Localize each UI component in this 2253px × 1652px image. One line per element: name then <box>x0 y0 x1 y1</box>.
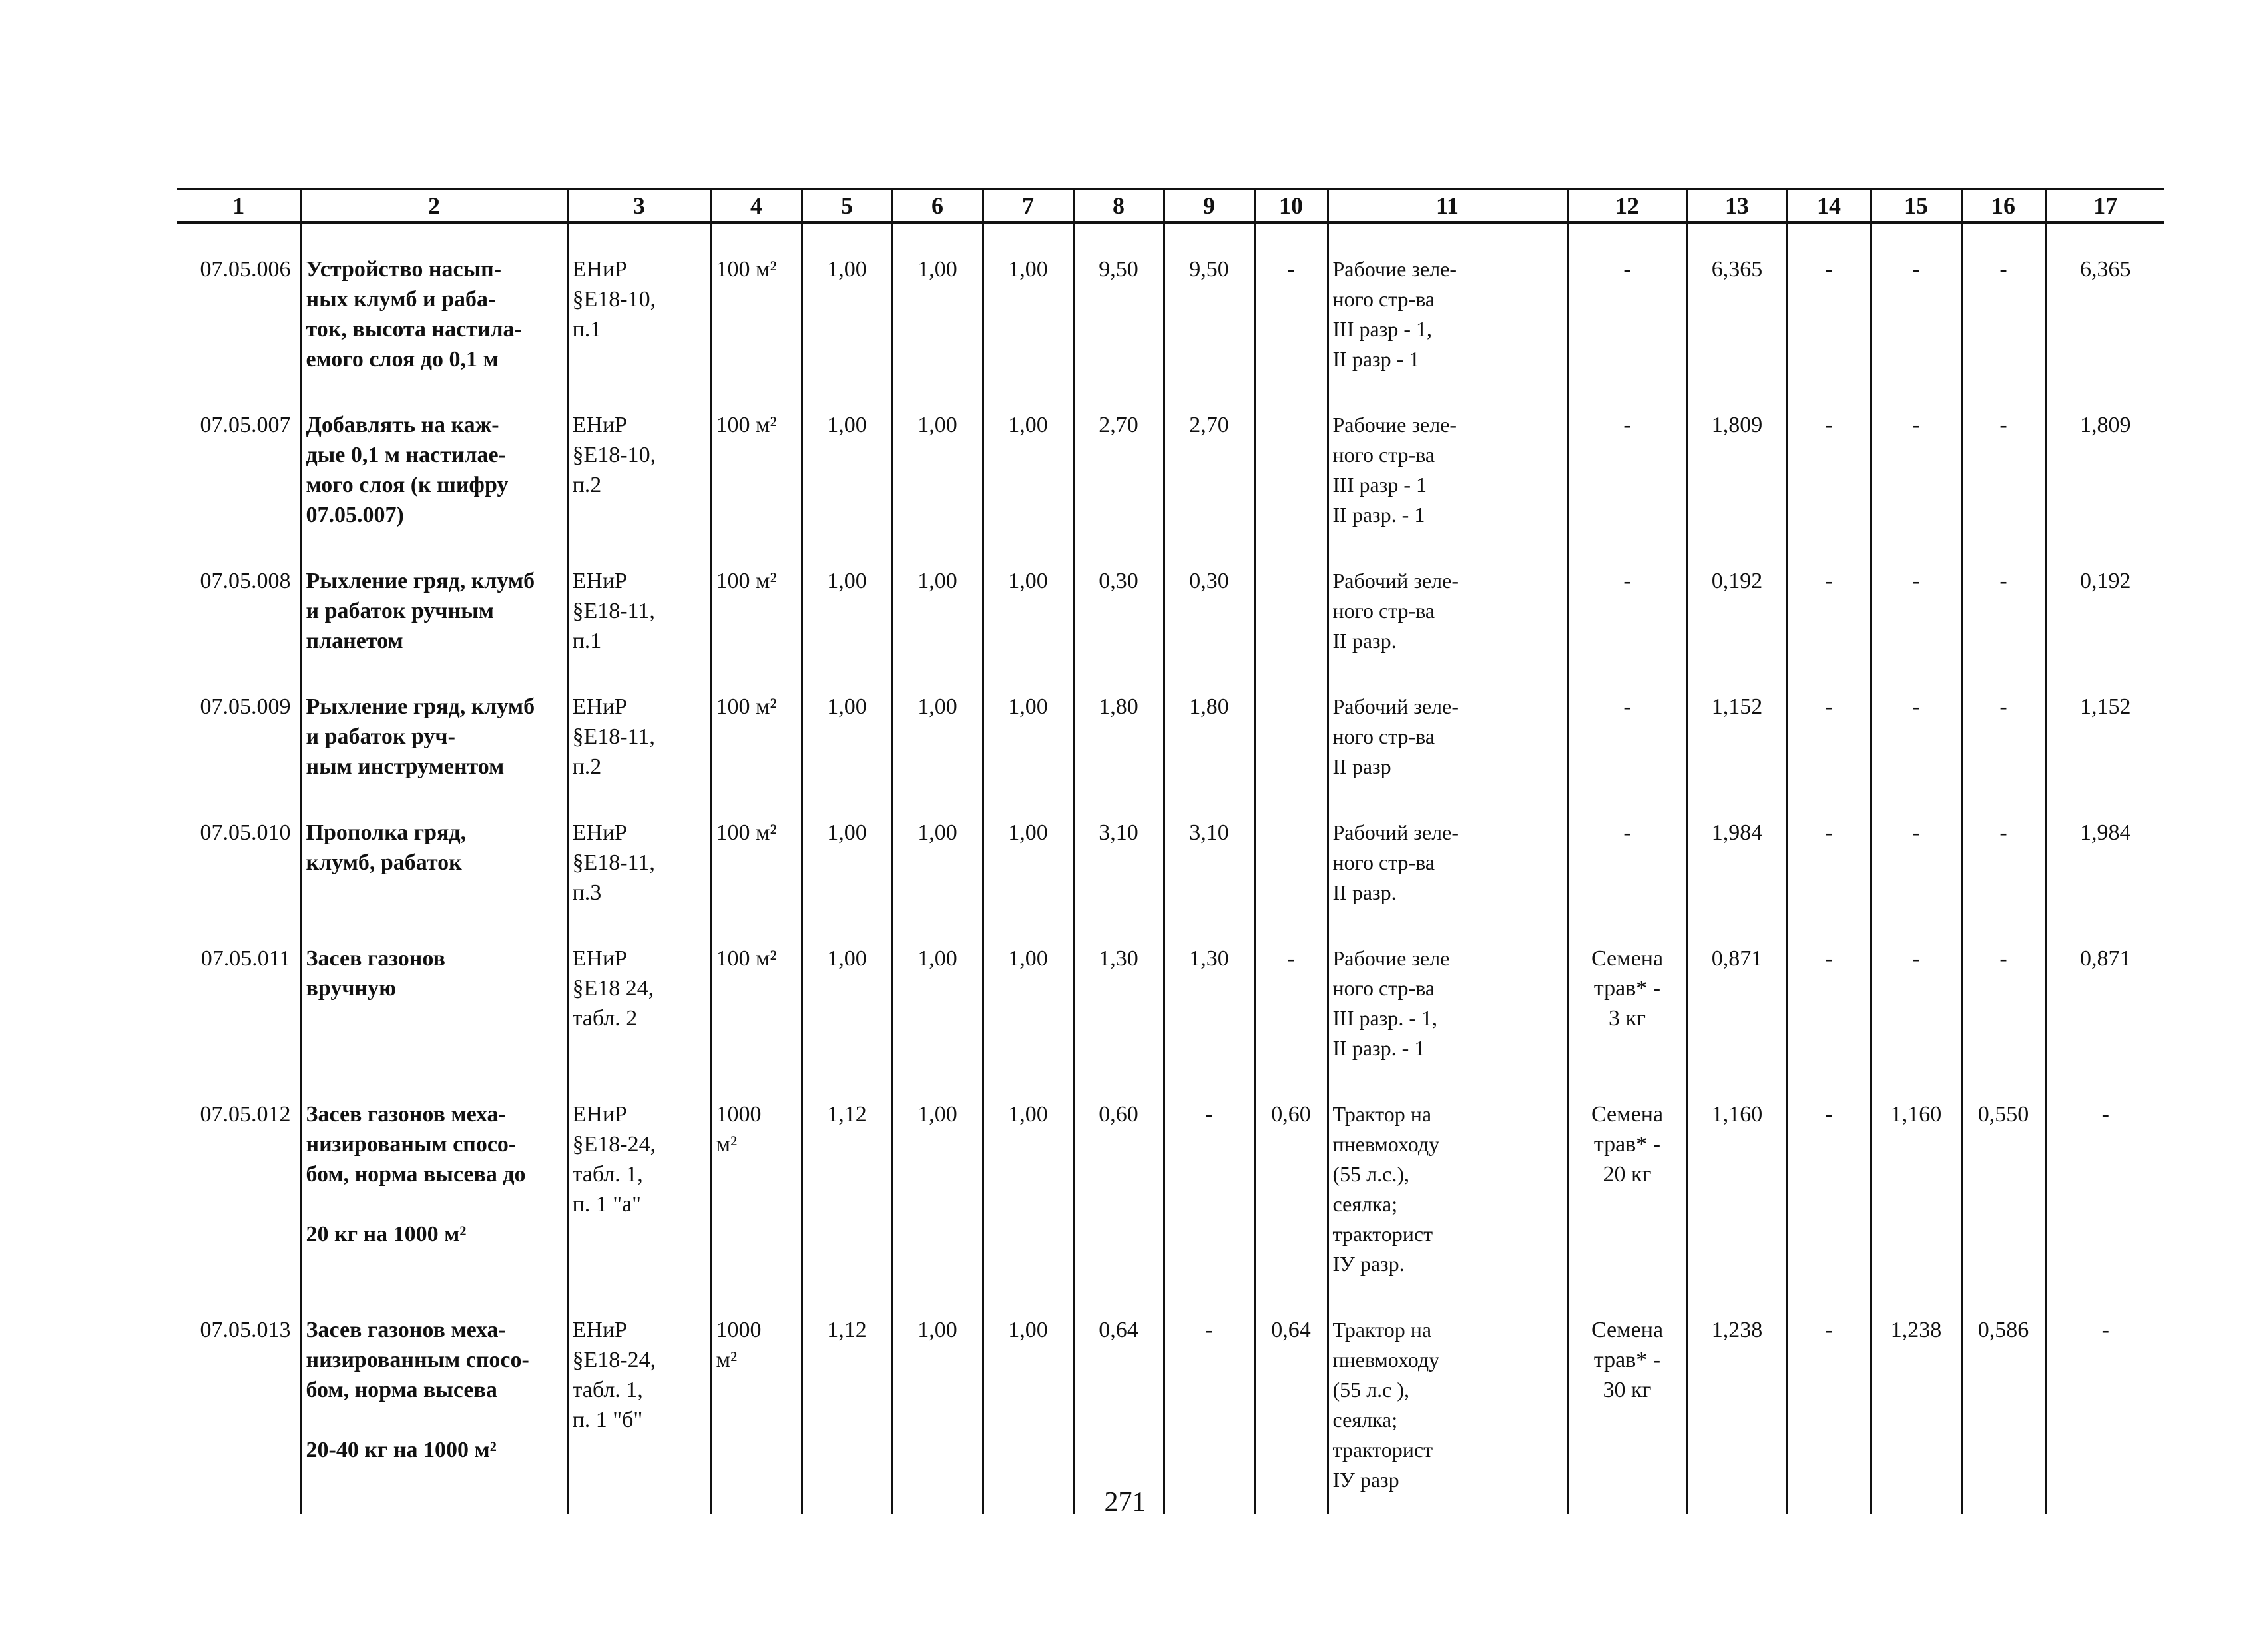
cell-line: трав* - <box>1593 976 1661 1001</box>
worker-cell <box>1328 549 1567 675</box>
material-cell: - <box>1567 222 1687 393</box>
value-cell-c8: 0,64 <box>1073 1298 1164 1514</box>
cell-line: 100 м² <box>716 946 777 971</box>
work-name-cell <box>301 1298 567 1514</box>
value-cell-c7: 1,00 <box>983 1082 1073 1298</box>
worker-cell <box>1328 926 1567 1082</box>
column-header: 6 <box>892 189 983 222</box>
cell-line: III разр. - 1, <box>1332 1006 1437 1030</box>
cell-line: планетом <box>306 629 403 653</box>
value-cell-c13: 1,152 <box>1687 675 1787 800</box>
value-cell-c15: - <box>1871 675 1961 800</box>
cell-line: Трактор на <box>1332 1102 1432 1126</box>
code-cell: 07.05.007 <box>200 413 291 437</box>
material-cell: - <box>1567 549 1687 675</box>
column-header: 9 <box>1164 189 1254 222</box>
cell-line <box>306 1405 563 1435</box>
cell-line: п.3 <box>572 880 602 905</box>
unit-cell <box>711 675 802 800</box>
cell-line: табл. 1, <box>572 1378 643 1402</box>
table-row <box>177 222 2164 393</box>
work-name-cell <box>301 549 567 675</box>
cell-line: ного стр-ва <box>1332 976 1435 1000</box>
cell-line: 1000 <box>716 1102 762 1127</box>
column-header: 4 <box>711 189 802 222</box>
cell-line: ЕНиР <box>572 946 627 971</box>
value-cell-c9: - <box>1164 1082 1254 1298</box>
cell-line: трав* - <box>1593 1348 1661 1372</box>
work-name-cell <box>301 675 567 800</box>
table-row <box>177 1082 2164 1298</box>
cell-line: и рабаток руч- <box>306 724 455 749</box>
cell-line: ного стр-ва <box>1332 599 1435 623</box>
cell-line: клумб, рабаток <box>306 850 462 875</box>
unit-cell <box>711 222 802 393</box>
value-cell-c9: 9,50 <box>1164 222 1254 393</box>
material-cell: - <box>1567 800 1687 926</box>
cell-line <box>306 1189 563 1219</box>
cell-line: Семена <box>1591 1102 1664 1127</box>
value-cell-c14: - <box>1787 800 1871 926</box>
reference-cell <box>567 393 711 549</box>
value-cell-c7: 1,00 <box>983 675 1073 800</box>
reference-cell <box>567 926 711 1082</box>
cell-line: (55 л.с.), <box>1332 1162 1409 1186</box>
cell-line: тракторист <box>1332 1438 1433 1462</box>
value-cell-c10: - <box>1254 926 1328 1082</box>
value-cell-c8: 0,60 <box>1073 1082 1164 1298</box>
code-cell: 07.05.006 <box>200 257 291 282</box>
value-cell-c8: 1,30 <box>1073 926 1164 1082</box>
cell-line: п. 1 "а" <box>572 1192 642 1217</box>
cell-line: мого слоя (к шифру <box>306 473 509 497</box>
value-cell-c10: - <box>1254 222 1328 393</box>
cell-line: и рабаток ручным <box>306 599 494 623</box>
cell-line: §Е18-11, <box>572 599 655 623</box>
column-header: 17 <box>2045 189 2164 222</box>
cell-line: Рабочий зеле- <box>1332 694 1459 718</box>
work-name-cell <box>301 222 567 393</box>
cell-line: II разр <box>1332 754 1391 778</box>
cell-line: ного стр-ва <box>1332 287 1435 311</box>
value-cell-c10: 0,64 <box>1254 1298 1328 1514</box>
value-cell-c15: - <box>1871 549 1961 675</box>
value-cell-c5: 1,00 <box>802 675 892 800</box>
cell-line: Рабочий зеле- <box>1332 820 1459 844</box>
value-cell-c15: 1,160 <box>1871 1082 1961 1298</box>
value-cell-c17: 1,984 <box>2045 800 2164 926</box>
cell-line: тракторист <box>1332 1222 1433 1246</box>
material-cell <box>1567 1298 1687 1514</box>
cell-line: 100 м² <box>716 694 777 719</box>
unit-cell <box>711 926 802 1082</box>
reference-cell <box>567 1082 711 1298</box>
value-cell-c9: - <box>1164 1298 1254 1514</box>
table-header <box>177 189 2164 222</box>
cell-line: Рабочие зеле- <box>1332 257 1457 281</box>
value-cell-c15: - <box>1871 222 1961 393</box>
value-cell-c9: 1,80 <box>1164 675 1254 800</box>
value-cell-c6: 1,00 <box>892 926 983 1082</box>
value-cell-c16: - <box>1961 675 2045 800</box>
value-cell-c7: 1,00 <box>983 222 1073 393</box>
value-cell-c8: 2,70 <box>1073 393 1164 549</box>
value-cell-c15: 1,238 <box>1871 1298 1961 1514</box>
cell-line: 1000 <box>716 1318 762 1342</box>
cell-line: дые 0,1 м настилае- <box>306 443 506 467</box>
cell-line: пневмоходу <box>1332 1132 1440 1156</box>
cell-line: §Е18-10, <box>572 287 656 312</box>
reference-cell <box>567 800 711 926</box>
cell-line: §Е18-11, <box>572 724 655 749</box>
value-cell-c5: 1,00 <box>802 926 892 1082</box>
value-cell-c17: - <box>2045 1082 2164 1298</box>
value-cell-c10 <box>1254 549 1328 675</box>
cell-line: §Е18-10, <box>572 443 656 467</box>
cell-line: емого слоя до 0,1 м <box>306 347 499 372</box>
cell-line: пневмоходу <box>1332 1348 1440 1372</box>
cell-line: сеялка; <box>1332 1408 1398 1432</box>
cell-line: 3 кг <box>1609 1006 1646 1031</box>
column-header: 5 <box>802 189 892 222</box>
cell-line: §Е18-24, <box>572 1132 656 1157</box>
code-cell: 07.05.010 <box>200 820 291 845</box>
unit-cell <box>711 549 802 675</box>
page-number: 271 <box>1104 1487 1146 1517</box>
value-cell-c16: 0,586 <box>1961 1298 2045 1514</box>
value-cell-c13: 1,984 <box>1687 800 1787 926</box>
cell-line: ным инструментом <box>306 754 505 779</box>
cell-line: Устройство насып- <box>306 257 502 282</box>
value-cell-c6: 1,00 <box>892 675 983 800</box>
reference-cell <box>567 222 711 393</box>
cell-line: III разр - 1 <box>1332 473 1427 497</box>
value-cell-c14: - <box>1787 222 1871 393</box>
column-header: 14 <box>1787 189 1871 222</box>
value-cell-c17: 1,809 <box>2045 393 2164 549</box>
column-header: 15 <box>1871 189 1961 222</box>
value-cell-c7: 1,00 <box>983 549 1073 675</box>
cell-line: Рыхление гряд, клумб <box>306 694 535 719</box>
cell-line: п.1 <box>572 629 602 653</box>
value-cell-c6: 1,00 <box>892 222 983 393</box>
code-cell: 07.05.013 <box>200 1318 291 1342</box>
value-cell-c7: 1,00 <box>983 1298 1073 1514</box>
value-cell-c7: 1,00 <box>983 800 1073 926</box>
work-name-cell <box>301 926 567 1082</box>
value-cell-c16: - <box>1961 549 2045 675</box>
cell-line: Рабочие зеле <box>1332 946 1450 970</box>
value-cell-c16: 0,550 <box>1961 1082 2045 1298</box>
worker-cell <box>1328 1298 1567 1514</box>
value-cell-c13: 1,238 <box>1687 1298 1787 1514</box>
cell-line: трав* - <box>1593 1132 1661 1157</box>
value-cell-c9: 1,30 <box>1164 926 1254 1082</box>
unit-cell <box>711 393 802 549</box>
cell-line: табл. 1, <box>572 1162 643 1187</box>
work-name-cell <box>301 1082 567 1298</box>
code-cell: 07.05.012 <box>200 1102 291 1127</box>
cell-line: низированным спосо- <box>306 1348 529 1372</box>
value-cell-c13: 1,160 <box>1687 1082 1787 1298</box>
cell-line: III разр - 1, <box>1332 317 1432 341</box>
value-cell-c9: 2,70 <box>1164 393 1254 549</box>
value-cell-c13: 6,365 <box>1687 222 1787 393</box>
value-cell-c14: - <box>1787 675 1871 800</box>
cell-line: Прополка гряд, <box>306 820 467 845</box>
cell-line: ных клумб и раба- <box>306 287 496 312</box>
value-cell-c17: 1,152 <box>2045 675 2164 800</box>
value-cell-c7: 1,00 <box>983 926 1073 1082</box>
value-cell-c6: 1,00 <box>892 393 983 549</box>
value-cell-c14: - <box>1787 393 1871 549</box>
cell-line: 07.05.007) <box>306 503 404 527</box>
work-name-cell <box>301 800 567 926</box>
unit-cell <box>711 1082 802 1298</box>
column-header: 7 <box>983 189 1073 222</box>
value-cell-c5: 1,00 <box>802 800 892 926</box>
cell-line: Добавлять на каж- <box>306 413 499 437</box>
value-cell-c15: - <box>1871 926 1961 1082</box>
cell-line: м² <box>716 1348 738 1372</box>
value-cell-c10 <box>1254 675 1328 800</box>
cell-line: 100 м² <box>716 569 777 593</box>
value-cell-c15: - <box>1871 800 1961 926</box>
value-cell-c17: 0,871 <box>2045 926 2164 1082</box>
value-cell-c10 <box>1254 800 1328 926</box>
value-cell-c16: - <box>1961 222 2045 393</box>
value-cell-c8: 1,80 <box>1073 675 1164 800</box>
cell-line: ток, высота настила- <box>306 317 522 342</box>
column-header: 16 <box>1961 189 2045 222</box>
column-header: 13 <box>1687 189 1787 222</box>
column-header: 2 <box>301 189 567 222</box>
value-cell-c5: 1,00 <box>802 549 892 675</box>
cell-line: IУ разр. <box>1332 1252 1405 1276</box>
cell-line: п.2 <box>572 754 602 779</box>
cell-line: м² <box>716 1132 738 1157</box>
value-cell-c14: - <box>1787 1298 1871 1514</box>
reference-cell <box>567 1298 711 1514</box>
value-cell-c16: - <box>1961 393 2045 549</box>
column-header: 10 <box>1254 189 1328 222</box>
code-cell: 07.05.011 <box>200 946 291 971</box>
cell-line: §Е18-24, <box>572 1348 656 1372</box>
work-name-cell <box>301 393 567 549</box>
cell-line: п.2 <box>572 473 602 497</box>
value-cell-c17: - <box>2045 1298 2164 1514</box>
cell-line: ного стр-ва <box>1332 724 1435 748</box>
worker-cell <box>1328 222 1567 393</box>
cell-line: ЕНиР <box>572 1102 627 1127</box>
cell-line: бом, норма высева до <box>306 1162 526 1187</box>
material-cell <box>1567 926 1687 1082</box>
value-cell-c10 <box>1254 393 1328 549</box>
worker-cell <box>1328 393 1567 549</box>
column-header: 3 <box>567 189 711 222</box>
value-cell-c16: - <box>1961 926 2045 1082</box>
cell-line: ного стр-ва <box>1332 443 1435 467</box>
table-body <box>177 222 2164 1514</box>
norms-table <box>177 188 2164 1514</box>
cell-line: Засев газонов меха- <box>306 1318 506 1342</box>
value-cell-c5: 1,00 <box>802 393 892 549</box>
column-header: 12 <box>1567 189 1687 222</box>
cell-line: 30 кг <box>1603 1378 1652 1402</box>
value-cell-c9: 0,30 <box>1164 549 1254 675</box>
cell-line: п.1 <box>572 317 602 342</box>
cell-line: ного стр-ва <box>1332 850 1435 874</box>
cell-line: Засев газонов меха- <box>306 1102 506 1127</box>
value-cell-c13: 0,192 <box>1687 549 1787 675</box>
cell-line: II разр. - 1 <box>1332 1036 1425 1060</box>
worker-cell <box>1328 800 1567 926</box>
cell-line: II разр. <box>1332 880 1397 904</box>
value-cell-c5: 1,12 <box>802 1082 892 1298</box>
value-cell-c15: - <box>1871 393 1961 549</box>
value-cell-c16: - <box>1961 800 2045 926</box>
table-row <box>177 675 2164 800</box>
cell-line: Рабочий зеле- <box>1332 569 1459 593</box>
cell-line: (55 л.с ), <box>1332 1378 1409 1402</box>
cell-line: Рабочие зеле- <box>1332 413 1457 437</box>
material-cell: - <box>1567 675 1687 800</box>
cell-line: ЕНиР <box>572 413 627 437</box>
value-cell-c6: 1,00 <box>892 549 983 675</box>
cell-line: ЕНиР <box>572 694 627 719</box>
cell-line: II разр. - 1 <box>1332 503 1425 527</box>
column-header: 1 <box>177 189 301 222</box>
cell-line: ЕНиР <box>572 257 627 282</box>
cell-line: 20-40 кг на 1000 м² <box>306 1438 497 1462</box>
cell-line: Семена <box>1591 1318 1664 1342</box>
cell-line: II разр - 1 <box>1332 347 1420 371</box>
value-cell-c13: 1,809 <box>1687 393 1787 549</box>
cell-line: II разр. <box>1332 629 1397 653</box>
cell-line: 100 м² <box>716 820 777 845</box>
value-cell-c13: 0,871 <box>1687 926 1787 1082</box>
material-cell <box>1567 1082 1687 1298</box>
column-header: 11 <box>1328 189 1567 222</box>
cell-line: бом, норма высева <box>306 1378 497 1402</box>
code-cell: 07.05.008 <box>200 569 291 593</box>
value-cell-c8: 9,50 <box>1073 222 1164 393</box>
unit-cell <box>711 1298 802 1514</box>
value-cell-c8: 3,10 <box>1073 800 1164 926</box>
cell-line: 100 м² <box>716 413 777 437</box>
value-cell-c8: 0,30 <box>1073 549 1164 675</box>
value-cell-c14: - <box>1787 1082 1871 1298</box>
cell-line: ЕНиР <box>572 569 627 593</box>
cell-line: 20 кг <box>1603 1162 1652 1187</box>
value-cell-c14: - <box>1787 549 1871 675</box>
value-cell-c5: 1,00 <box>802 222 892 393</box>
table-row <box>177 800 2164 926</box>
value-cell-c17: 0,192 <box>2045 549 2164 675</box>
value-cell-c7: 1,00 <box>983 393 1073 549</box>
cell-line: 20 кг на 1000 м² <box>306 1222 467 1246</box>
cell-line: §Е18 24, <box>572 976 654 1001</box>
value-cell-c5: 1,12 <box>802 1298 892 1514</box>
reference-cell <box>567 549 711 675</box>
cell-line: §Е18-11, <box>572 850 655 875</box>
cell-line: 100 м² <box>716 257 777 282</box>
cell-line: низированым спосо- <box>306 1132 517 1157</box>
header-row <box>177 189 2164 222</box>
reference-cell <box>567 675 711 800</box>
worker-cell <box>1328 1082 1567 1298</box>
cell-line: ЕНиР <box>572 820 627 845</box>
value-cell-c6: 1,00 <box>892 1298 983 1514</box>
value-cell-c17: 6,365 <box>2045 222 2164 393</box>
cell-line: сеялка; <box>1332 1192 1398 1216</box>
cell-line: Засев газонов <box>306 946 445 971</box>
worker-cell <box>1328 675 1567 800</box>
value-cell-c6: 1,00 <box>892 1082 983 1298</box>
material-cell: - <box>1567 393 1687 549</box>
value-cell-c9: 3,10 <box>1164 800 1254 926</box>
table-row <box>177 393 2164 549</box>
value-cell-c14: - <box>1787 926 1871 1082</box>
cell-line: Семена <box>1591 946 1664 971</box>
value-cell-c6: 1,00 <box>892 800 983 926</box>
cell-line: ЕНиР <box>572 1318 627 1342</box>
table-row <box>177 1298 2164 1514</box>
unit-cell <box>711 800 802 926</box>
cell-line: табл. 2 <box>572 1006 638 1031</box>
cell-line: вручную <box>306 976 397 1001</box>
table-row <box>177 549 2164 675</box>
code-cell: 07.05.009 <box>200 694 291 719</box>
column-header: 8 <box>1073 189 1164 222</box>
cell-line: п. 1 "б" <box>572 1408 643 1432</box>
cell-line: Рыхление гряд, клумб <box>306 569 535 593</box>
value-cell-c10: 0,60 <box>1254 1082 1328 1298</box>
table-row <box>177 926 2164 1082</box>
cell-line: IУ разр <box>1332 1468 1399 1492</box>
cell-line: Трактор на <box>1332 1318 1432 1342</box>
